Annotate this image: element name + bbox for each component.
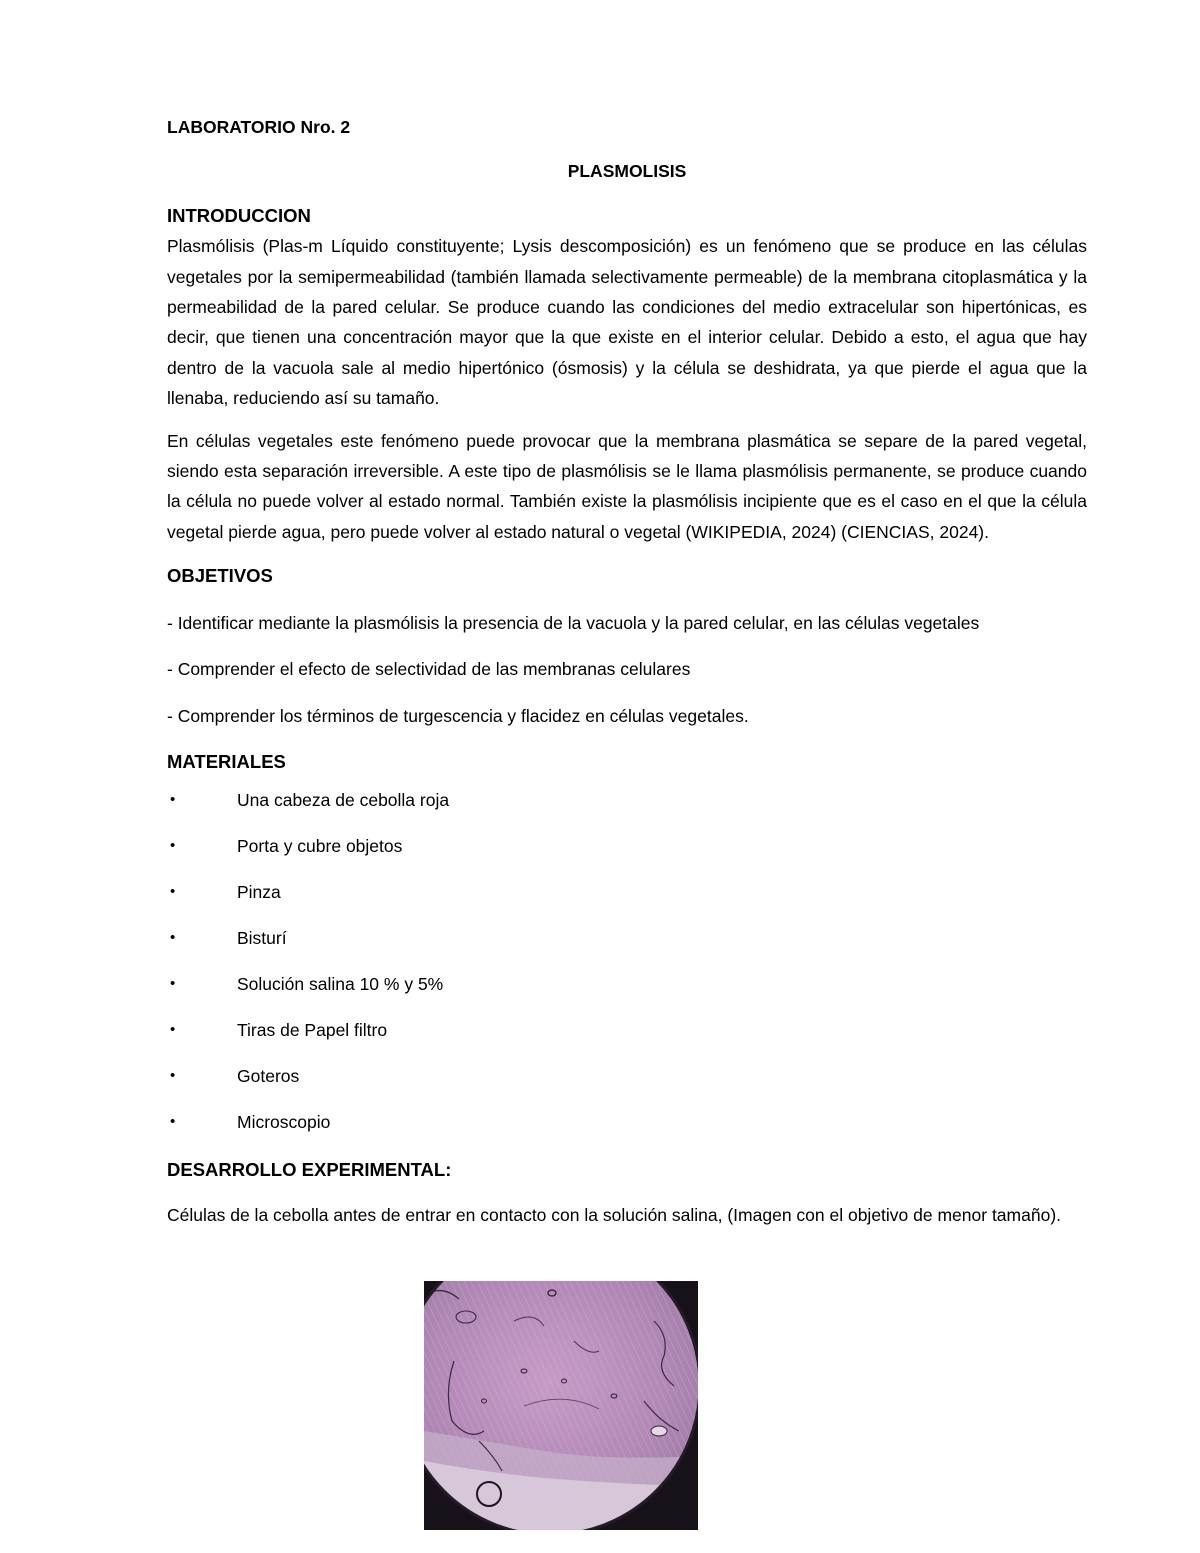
list-item (167, 877, 1087, 923)
list-item (167, 1107, 1087, 1153)
list-item (167, 1061, 1087, 1107)
material-label: Pinza (237, 882, 281, 903)
bullet-icon: • (170, 791, 176, 809)
lab-title: LABORATORIO Nro. 2 (167, 117, 351, 137)
material-label: Microscopio (237, 1112, 331, 1133)
bullet-icon: • (170, 1021, 176, 1039)
document-page (167, 112, 1087, 1230)
main-title: PLASMOLISIS (567, 161, 687, 182)
list-item (167, 1015, 1087, 1061)
microscope-photo (424, 1281, 698, 1530)
objectives-heading: OBJETIVOS (167, 565, 273, 587)
bullet-icon: • (170, 1113, 176, 1131)
material-label: Una cabeza de cebolla roja (237, 790, 450, 811)
objective-item: - Comprender el efecto de selectividad de las membranas celulares (167, 659, 691, 680)
material-label: Tiras de Papel filtro (237, 1020, 388, 1041)
bullet-icon: • (170, 837, 176, 855)
onion-cells-image (424, 1281, 698, 1530)
materials-list (167, 785, 1087, 1153)
introduction-paragraph-1: Plasmólisis (Plas-m Líquido constituyente; Lysis descomposición) es un fenómeno que se produce en las células vegetales por la semipermeabilidad (también llamada selectivamente permeable) de la membrana citoplasmática y la permeabilidad de la pared celular. Se produce cuando las condiciones del medio extracelular son hipertónicas, es decir, que tienen una concentración mayor que la que existe en el interior celular. Debido a esto, el agua que hay dentro de la vacuola sale al medio hipertónico (ósmosis) y la célula se deshidrata, ya que pierde el agua que la llenaba, reduciendo así su tamaño. (167, 236, 1087, 409)
objective-item: - Identificar mediante la plasmólisis la presencia de la vacuola y la pared celular, en las células vegetales (167, 612, 980, 633)
list-item (167, 785, 1087, 831)
bullet-icon: • (170, 975, 176, 993)
materials-heading: MATERIALES (167, 750, 286, 772)
list-item (167, 831, 1087, 877)
list-item (167, 969, 1087, 1015)
material-label: Porta y cubre objetos (237, 836, 403, 857)
introduction-heading: INTRODUCCION (167, 204, 311, 226)
development-heading: DESARROLLO EXPERIMENTAL: (167, 1159, 452, 1181)
objective-item: - Comprender los términos de turgescencia y flacidez en células vegetales. (167, 705, 749, 726)
bullet-icon: • (170, 929, 176, 947)
list-item (167, 923, 1087, 969)
material-label: Bisturí (237, 928, 287, 949)
bullet-icon: • (170, 883, 176, 901)
development-text: Células de la cebolla antes de entrar en contacto con la solución salina, (Imagen con el objetivo de menor tamaño). (167, 1204, 1062, 1225)
bullet-icon: • (170, 1067, 176, 1085)
material-label: Solución salina 10 % y 5% (237, 974, 444, 995)
introduction-paragraph-2: En células vegetales este fenómeno puede provocar que la membrana plasmática se separe de la pared vegetal, siendo esta separación irreversible. A este tipo de plasmólisis se le llama plasmólisis permanente, se produce cuando la célula no puede volver al estado normal. También existe la plasmólisis incipiente que es el caso en el que la célula vegetal pierde agua, pero puede volver al estado natural o vegetal (WIKIPEDIA, 2024) (CIENCIAS, 2024). (167, 430, 1087, 542)
material-label: Goteros (237, 1066, 300, 1087)
